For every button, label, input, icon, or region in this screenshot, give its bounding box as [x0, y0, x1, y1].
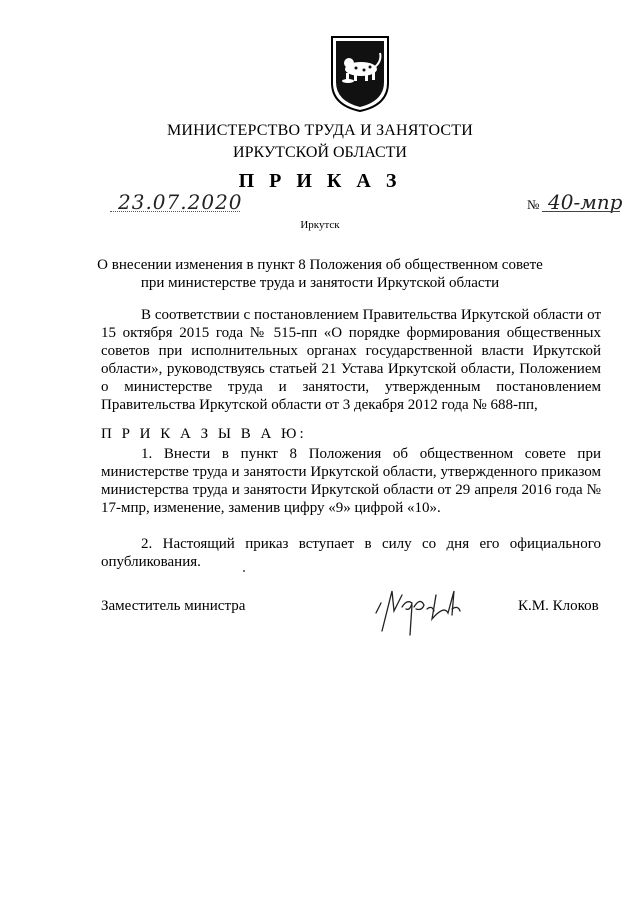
number-sign: №: [527, 197, 540, 212]
handwritten-date: 23.07.2020: [118, 190, 243, 214]
document-type-title: П Р И К А З: [238, 170, 402, 192]
ministry-name-line-2: ИРКУТСКОЙ ОБЛАСТИ: [233, 144, 407, 161]
order-item-1: 1. Внести в пункт 8 Положения об общественном совете при министерстве труда и занятости Иркутской области, утвержденного приказом министерства труда и занятости Иркутской области от 29 апреля 2016 года № 17-мпр, изменение, заменив цифру «9» цифрой «10».: [101, 446, 601, 516]
signatory-title: Заместитель министра: [101, 598, 246, 614]
order-subject: [0, 256, 640, 292]
date-underline: [110, 211, 240, 212]
coat-of-arms-icon: [330, 35, 390, 113]
subject-line-1: О внесении изменения в пункт 8 Положения об общественном совете: [97, 257, 543, 273]
ministry-name-line-1: МИНИСТЕРСТВО ТРУДА И ЗАНЯТОСТИ: [167, 122, 473, 139]
handwritten-signature: [372, 585, 482, 637]
subject-line-2: при министерстве труда и занятости Иркутской области: [140, 275, 500, 291]
order-item-2: 2. Настоящий приказ вступает в силу со дня его официального опубликования.: [101, 536, 601, 570]
signatory-name: К.М. Клоков: [518, 598, 599, 614]
preamble-paragraph: В соответствии с постановлением Правительства Иркутской области от 15 октября 2015 года № 515-пп «О порядке формирования общественных советов при исполнительных органах государственной власти Иркутской области», руководствуясь статьей 21 Устава Иркутской области, Положением о министерстве труда и занятости, утвержденным постановлением Правительства Иркутской области от 3 декабря 2012 года № 688-пп,: [101, 307, 601, 413]
number-underline: [542, 211, 620, 212]
stray-dot: [243, 570, 245, 572]
handwritten-order-number: 40-мпр: [548, 190, 623, 214]
order-keyword: П Р И К А З Ы В А Ю:: [101, 426, 307, 442]
city-label: Иркутск: [300, 219, 340, 231]
